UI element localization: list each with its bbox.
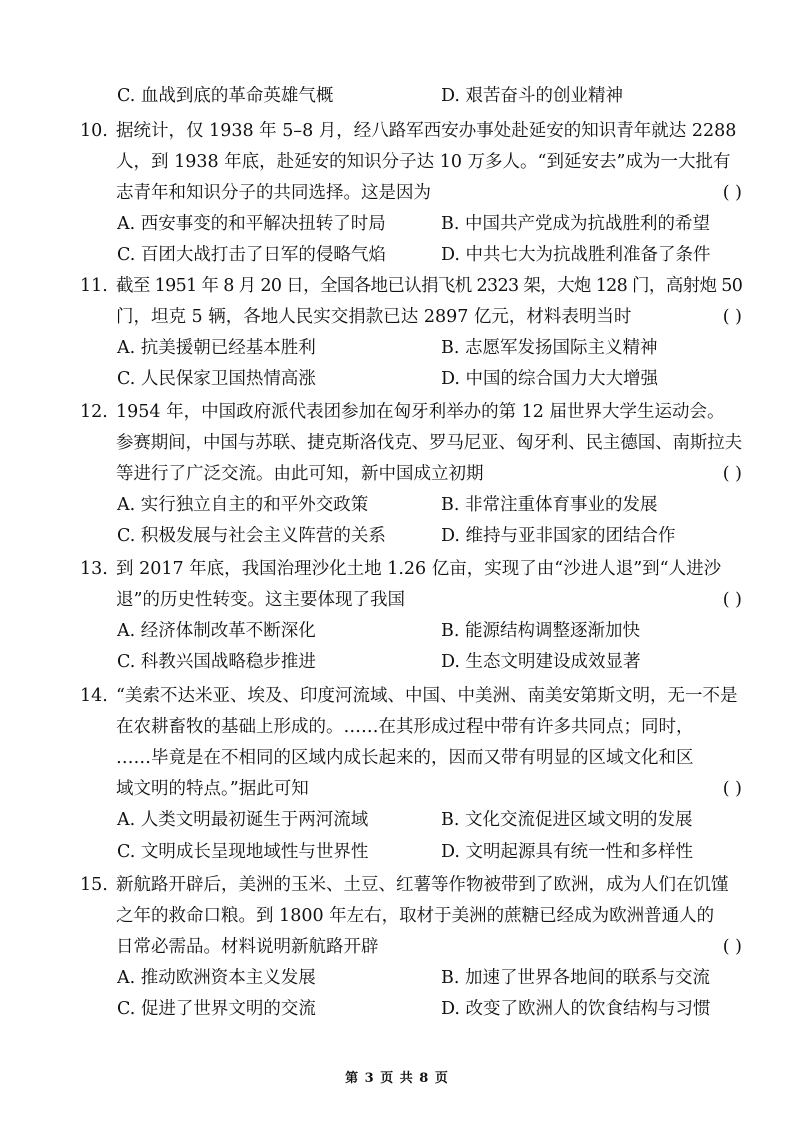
q13-stem-line-1: 到 2017 年底，我国治理沙化土地 1.26 亿亩，实现了由“沙进人退”到“人进沙 [116, 559, 722, 579]
q11-option-a: A. 抗美援朝已经基本胜利 [117, 338, 316, 358]
q14-answer-blank: ( ) [722, 779, 742, 799]
page-footer: 第 3 页 共 8 页 [345, 1071, 449, 1086]
q15-option-c: C. 促进了世界文明的交流 [117, 999, 316, 1019]
q13-answer-blank: ( ) [722, 590, 742, 610]
q11-option-d: D. 中国的综合国力大大增强 [441, 369, 659, 389]
q12-option-c: C. 积极发展与社会主义阵营的关系 [117, 526, 386, 546]
q10-answer-blank: ( ) [722, 183, 742, 203]
q13-option-b: B. 能源结构调整逐渐加快 [441, 621, 640, 641]
q13-option-c: C. 科教兴国战略稳步推进 [117, 652, 316, 672]
q15-number: 15. [80, 875, 108, 895]
q12-stem-line-2: 参赛期间，中国与苏联、捷克斯洛伐克、罗马尼亚、匈牙利、民主德国、南斯拉夫 [116, 433, 743, 453]
q15-stem-line-1: 新航路开辟后，美洲的玉米、土豆、红薯等作物被带到了欧洲，成为人们在饥馑 [116, 875, 729, 895]
q14-stem-line-3: ……毕竟是在不相同的区域内成长起来的，因而又带有明显的区域文化和区 [116, 748, 694, 768]
q10-option-d: D. 中共七大为抗战胜利准备了条件 [441, 245, 711, 265]
q14-option-d: D. 文明起源具有统一性和多样性 [441, 842, 694, 862]
q12-option-b: B. 非常注重体育事业的发展 [441, 495, 658, 515]
q12-answer-blank: ( ) [722, 464, 742, 484]
q11-number: 11. [80, 276, 108, 296]
q10-option-b: B. 中国共产党成为抗战胜利的希望 [441, 214, 710, 234]
q11-stem-line-1: 截至 1951 年 8 月 20 日，全国各地已认捐飞机 2323 架，大炮 128 门，高射炮 50 [116, 276, 743, 296]
q13-stem-line-2: 退”的历史性转变。这主要体现了我国 [116, 590, 405, 610]
q10-number: 10. [80, 121, 108, 141]
q12-option-a: A. 实行独立自主的和平外交政策 [117, 495, 369, 515]
q12-stem-line-1: 1954 年，中国政府派代表团参加在匈牙利举办的第 12 届世界大学生运动会。 [116, 402, 725, 422]
q11-stem-line-2: 门，坦克 5 辆，各地人民实交捐款已达 2897 亿元，材料表明当时 [116, 307, 632, 327]
q14-option-b: B. 文化交流促进区域文明的发展 [441, 810, 693, 830]
q15-option-a: A. 推动欧洲资本主义发展 [117, 968, 316, 988]
q10-stem-line-2: 人，到 1938 年底，赴延安的知识分子达 10 万多人。“到延安去”成为一大批有 [116, 152, 731, 172]
q9-option-c: C. 血战到底的革命英雄气概 [117, 86, 334, 106]
q14-option-a: A. 人类文明最初诞生于两河流域 [117, 810, 369, 830]
q11-option-b: B. 志愿军发扬国际主义精神 [441, 338, 658, 358]
q15-stem-line-2: 之年的救命口粮。到 1800 年左右，取材于美洲的蔗糖已经成为欧洲普通人的 [116, 906, 715, 926]
q14-stem-line-2: 在农耕畜牧的基础上形成的。……在其形成过程中带有许多共同点；同时， [116, 717, 694, 737]
q11-answer-blank: ( ) [722, 307, 742, 327]
q10-option-a: A. 西安事变的和平解决扭转了时局 [117, 214, 386, 234]
q14-stem-line-4: 域文明的特点。”据此可知 [116, 779, 309, 799]
q12-option-d: D. 维持与亚非国家的团结合作 [441, 526, 676, 546]
q11-option-c: C. 人民保家卫国热情高涨 [117, 369, 316, 389]
q15-option-b: B. 加速了世界各地间的联系与交流 [441, 968, 710, 988]
q9-option-d: D. 艰苦奋斗的创业精神 [441, 86, 624, 106]
q15-answer-blank: ( ) [722, 937, 742, 957]
q15-option-d: D. 改变了欧洲人的饮食结构与习惯 [441, 999, 711, 1019]
q12-number: 12. [80, 402, 108, 422]
q10-option-c: C. 百团大战打击了日军的侵略气焰 [117, 245, 386, 265]
q10-stem-line-3: 志青年和知识分子的共同选择。这是因为 [116, 183, 431, 203]
q14-number: 14. [80, 686, 108, 706]
q14-stem-line-1: “美索不达米亚、埃及、印度河流域、中国、中美洲、南美安第斯文明，无一不是 [116, 686, 738, 706]
q13-option-d: D. 生态文明建设成效显著 [441, 652, 641, 672]
q13-number: 13. [80, 559, 108, 579]
q10-stem-line-1: 据统计，仅 1938 年 5–8 月，经八路军西安办事处赴延安的知识青年就达 2288 [116, 121, 737, 141]
q12-stem-line-3: 等进行了广泛交流。由此可知，新中国成立初期 [116, 464, 484, 484]
q13-option-a: A. 经济体制改革不断深化 [117, 621, 316, 641]
q15-stem-line-3: 日常必需品。材料说明新航路开辟 [116, 937, 379, 957]
q14-option-c: C. 文明成长呈现地域性与世界性 [117, 842, 369, 862]
